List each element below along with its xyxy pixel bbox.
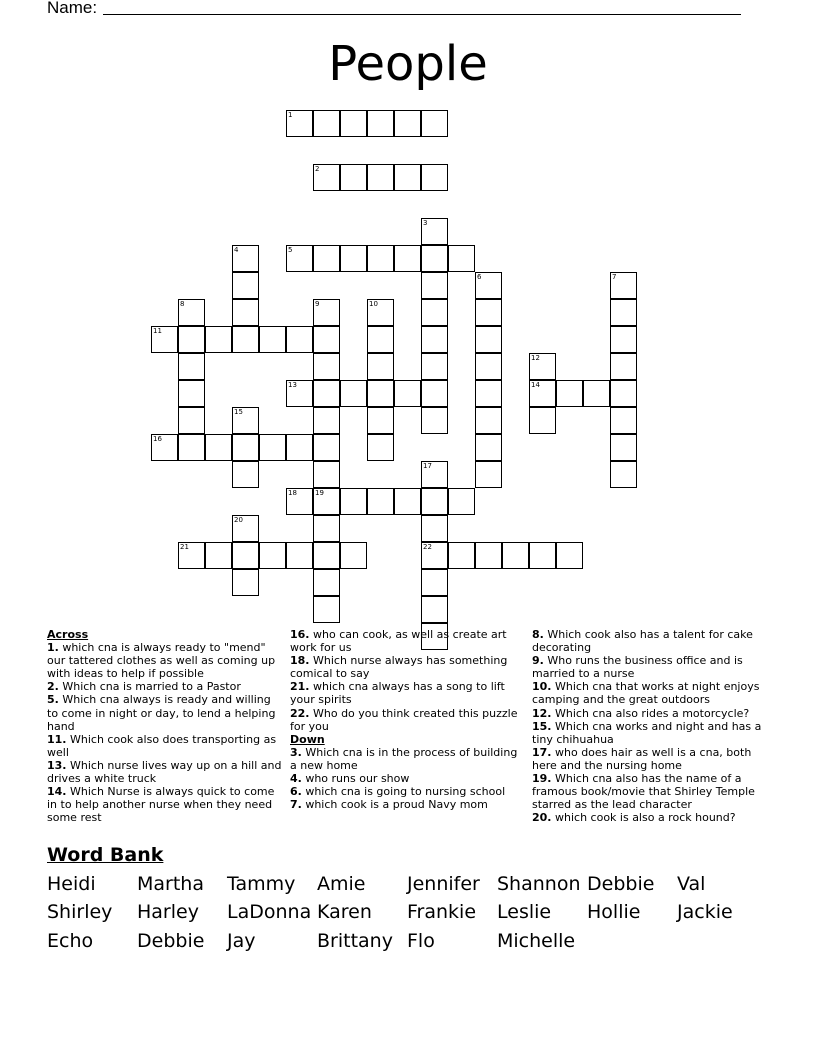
clue-item-number: 18. [290,654,310,668]
clue-item-number: 20. [532,811,552,825]
clue-item-text: which cna is always ready to "mend" our tattered clothes as well as coming up with ideas to help if possible [47,641,276,681]
clue-item-number: 1. [47,641,59,655]
clue-number: 22 [423,543,432,551]
clues-column-2 [290,628,522,811]
grid-cell[interactable] [610,299,637,326]
grid-cell[interactable] [421,488,448,515]
clue-item [532,654,772,680]
grid-cell[interactable] [421,272,448,299]
clue-item-number: 19. [532,772,552,786]
grid-cell[interactable] [313,515,340,542]
grid-cell[interactable] [421,380,448,407]
grid-cell[interactable] [502,542,529,569]
clue-item [532,746,772,772]
clue-item [532,772,772,811]
clue-number: 17 [423,462,432,470]
clue-number: 11 [153,327,162,335]
grid-cell[interactable] [232,434,259,461]
clue-item-number: 9. [532,654,544,668]
grid-cell[interactable] [556,380,583,407]
grid-cell[interactable] [286,488,313,515]
grid-cell[interactable] [421,515,448,542]
grid-cell[interactable] [367,326,394,353]
word-bank-word: Debbie [587,873,655,895]
clue-item-number: 12. [532,706,552,720]
clue-item [290,654,522,680]
word-bank-word: Jay [227,930,256,952]
name-label: Name: [47,0,98,17]
grid-cell[interactable] [286,326,313,353]
clue-item-text: Which cook also does transporting as well [47,732,277,759]
down-heading: Down [290,732,325,746]
grid-cell[interactable] [394,488,421,515]
clue-item-text: Which cna that works at night enjoys camping and the great outdoors [532,680,760,707]
clue-item [290,772,522,785]
clue-item-text: Which cna works and night and has a tiny chihuahua [532,719,762,746]
word-bank-word: Val [677,873,706,895]
grid-cell[interactable] [367,110,394,137]
grid-cell[interactable] [340,542,367,569]
grid-cell[interactable] [421,110,448,137]
clue-item-number: 7. [290,798,302,812]
clue-item-number: 15. [532,719,552,733]
clue-number: 4 [234,246,239,254]
grid-cell[interactable] [610,461,637,488]
grid-cell[interactable] [529,542,556,569]
clue-number: 8 [180,300,185,308]
word-bank-word: Echo [47,930,94,952]
word-bank-word: Michelle [497,930,576,952]
word-bank-word: Amie [317,873,366,895]
grid-cell[interactable] [394,245,421,272]
clues-column-3 [532,628,772,824]
clue-item [47,641,285,680]
grid-cell[interactable] [448,542,475,569]
clue-item-text: Which cna is in the process of building a new home [290,745,518,772]
grid-cell[interactable] [313,596,340,623]
word-bank-word: Harley [137,901,199,923]
word-bank-word: Shannon [497,873,581,895]
clue-item [47,680,285,693]
grid-cell[interactable] [475,380,502,407]
clue-item-text: Which nurse always has something comical to say [290,654,508,681]
grid-cell[interactable] [178,380,205,407]
grid-cell[interactable] [259,542,286,569]
clues-column-1 [47,628,285,824]
grid-cell[interactable] [610,407,637,434]
clue-item [532,680,772,706]
page-title: People [328,36,488,92]
grid-cell[interactable] [367,488,394,515]
grid-cell[interactable] [232,272,259,299]
clue-item [47,733,285,759]
grid-cell[interactable] [205,542,232,569]
grid-cell[interactable] [529,407,556,434]
word-bank-word: Karen [317,901,372,923]
grid-cell[interactable] [367,434,394,461]
across-heading: Across [47,628,89,641]
word-bank-word: Heidi [47,873,96,895]
clue-number: 2 [315,165,320,173]
grid-cell[interactable] [367,407,394,434]
grid-cell[interactable] [178,299,205,326]
clue-number: 21 [180,543,189,551]
grid-cell[interactable] [475,542,502,569]
clue-item [290,785,522,798]
grid-cell[interactable] [475,461,502,488]
clue-item-text: Which cna also rides a motorcycle? [551,706,750,720]
grid-cell[interactable] [151,326,178,353]
grid-cell[interactable] [313,299,340,326]
clue-number: 5 [288,246,293,254]
word-bank-word: Flo [407,930,435,952]
grid-cell[interactable] [313,542,340,569]
grid-cell[interactable] [313,326,340,353]
clue-item-text: who runs our show [301,772,410,786]
grid-cell[interactable] [421,461,448,488]
grid-cell[interactable] [475,326,502,353]
clue-item-number: 17. [532,745,552,759]
grid-cell[interactable] [232,569,259,596]
clue-item-number: 2. [47,680,59,694]
clue-item [290,628,522,654]
grid-cell[interactable] [610,380,637,407]
grid-cell[interactable] [340,245,367,272]
clue-item [532,720,772,746]
grid-cell[interactable] [286,380,313,407]
grid-cell[interactable] [421,245,448,272]
grid-cell[interactable] [475,434,502,461]
clue-item-text: which cna is going to nursing school [301,785,506,799]
word-bank-word: Hollie [587,901,641,923]
grid-cell[interactable] [259,434,286,461]
clue-number: 1 [288,111,293,119]
grid-cell[interactable] [286,434,313,461]
clue-item-number: 21. [290,680,310,694]
grid-cell[interactable] [394,164,421,191]
clue-item [290,707,522,733]
clue-item [532,811,772,824]
grid-cell[interactable] [367,353,394,380]
grid-cell[interactable] [313,110,340,137]
grid-cell[interactable] [421,164,448,191]
grid-cell[interactable] [421,218,448,245]
grid-cell[interactable] [313,380,340,407]
grid-cell[interactable] [421,542,448,569]
word-bank-word: Debbie [137,930,205,952]
grid-cell[interactable] [232,299,259,326]
clue-item-number: 22. [290,706,310,720]
grid-cell[interactable] [610,272,637,299]
grid-cell[interactable] [610,353,637,380]
grid-cell[interactable] [178,407,205,434]
grid-cell[interactable] [178,542,205,569]
grid-cell[interactable] [340,380,367,407]
clue-item-number: 10. [532,680,552,694]
grid-cell[interactable] [151,434,178,461]
clue-number: 15 [234,408,243,416]
grid-cell[interactable] [313,407,340,434]
grid-cell[interactable] [232,326,259,353]
clue-item-number: 8. [532,628,544,641]
grid-cell[interactable] [340,488,367,515]
clue-item [532,707,772,720]
grid-cell[interactable] [475,353,502,380]
grid-cell[interactable] [205,434,232,461]
clue-item-text: Which Nurse is always quick to come in to help another nurse when they need some rest [47,785,275,825]
grid-cell[interactable] [286,542,313,569]
grid-cell[interactable] [367,380,394,407]
grid-cell[interactable] [421,299,448,326]
clue-item-text: who does hair as well is a cna, both here and the nursing home [532,745,752,772]
grid-cell[interactable] [313,245,340,272]
grid-cell[interactable] [475,407,502,434]
grid-cell[interactable] [232,461,259,488]
clue-item-number: 6. [290,785,302,799]
grid-cell[interactable] [313,164,340,191]
grid-cell[interactable] [286,245,313,272]
grid-cell[interactable] [421,326,448,353]
grid-cell[interactable] [340,164,367,191]
word-bank-word: Frankie [407,901,477,923]
grid-cell[interactable] [313,434,340,461]
clue-number: 12 [531,354,540,362]
clue-item [290,680,522,706]
grid-cell[interactable] [421,569,448,596]
clue-number: 20 [234,516,243,524]
grid-cell[interactable] [367,164,394,191]
name-line-rule[interactable] [103,14,741,15]
grid-cell[interactable] [421,353,448,380]
clue-item-text: which cook is a proud Navy mom [301,798,488,812]
grid-cell[interactable] [232,515,259,542]
word-bank-word: Leslie [497,901,552,923]
clue-item [47,759,285,785]
grid-cell[interactable] [367,299,394,326]
clue-item [290,798,522,811]
grid-cell[interactable] [178,434,205,461]
word-bank-word: LaDonna [227,901,312,923]
clue-item-number: 13. [47,758,67,772]
clue-item-text: Who runs the business office and is married to a nurse [532,654,743,681]
clue-number: 9 [315,300,320,308]
clue-item-number: 16. [290,628,310,641]
word-bank-word: Shirley [47,901,113,923]
clue-item-number: 14. [47,785,67,799]
grid-cell[interactable] [313,461,340,488]
word-bank-word: Jennifer [407,873,480,895]
grid-cell[interactable] [367,245,394,272]
clue-item-number: 11. [47,732,67,746]
clue-number: 6 [477,273,482,281]
grid-cell[interactable] [259,326,286,353]
clue-item [532,628,772,654]
grid-cell[interactable] [610,326,637,353]
grid-cell[interactable] [394,380,421,407]
clue-item-text: Who do you think created this puzzle for you [290,706,518,733]
grid-cell[interactable] [448,245,475,272]
clue-number: 16 [153,435,162,443]
grid-cell[interactable] [286,110,313,137]
grid-cell[interactable] [583,380,610,407]
grid-cell[interactable] [205,326,232,353]
clue-number: 3 [423,219,428,227]
grid-cell[interactable] [529,353,556,380]
word-bank-title: Word Bank [47,844,164,866]
clue-item-text: Which cna always is ready and willing to come in night or day, to lend a helping hand [47,693,276,733]
clue-number: 13 [288,381,297,389]
clue-item-text: Which cook also has a talent for cake decorating [532,628,753,655]
grid-cell[interactable] [178,353,205,380]
grid-cell[interactable] [313,353,340,380]
grid-cell[interactable] [394,110,421,137]
grid-cell[interactable] [232,245,259,272]
grid-cell[interactable] [340,110,367,137]
grid-cell[interactable] [178,326,205,353]
clue-item-text: Which cna is married to a Pastor [58,680,241,694]
grid-cell[interactable] [529,380,556,407]
clue-item-text: Which cna also has the name of a framous book/movie that Shirley Temple starred as the lead character [532,772,755,812]
clue-item-number: 4. [290,772,302,786]
grid-cell[interactable] [232,542,259,569]
clue-item [47,693,285,732]
clue-number: 19 [315,489,324,497]
clue-item-number: 3. [290,745,302,759]
clue-item-text: who can cook, as well as create art work for us [290,628,507,655]
clue-item-text: which cna always has a song to lift your spirits [290,680,505,707]
grid-cell[interactable] [232,407,259,434]
word-bank-word: Tammy [227,873,296,895]
grid-cell[interactable] [475,272,502,299]
clue-item-text: Which nurse lives way up on a hill and drives a white truck [47,758,282,786]
clue-number: 14 [531,381,540,389]
grid-cell[interactable] [556,542,583,569]
clue-item-number: 5. [47,693,59,707]
clue-item-text: which cook is also a rock hound? [551,811,736,825]
word-bank-word: Jackie [677,901,733,923]
clue-number: 18 [288,489,297,497]
grid-cell[interactable] [475,299,502,326]
clue-item [47,785,285,824]
clue-number: 10 [369,300,378,308]
clue-item [290,746,522,772]
grid-cell[interactable] [421,596,448,623]
clue-number: 7 [612,273,617,281]
grid-cell[interactable] [313,488,340,515]
grid-cell[interactable] [421,407,448,434]
grid-cell[interactable] [313,569,340,596]
word-bank-word: Martha [137,873,204,895]
grid-cell[interactable] [448,488,475,515]
word-bank-word: Brittany [317,930,393,952]
grid-cell[interactable] [610,434,637,461]
